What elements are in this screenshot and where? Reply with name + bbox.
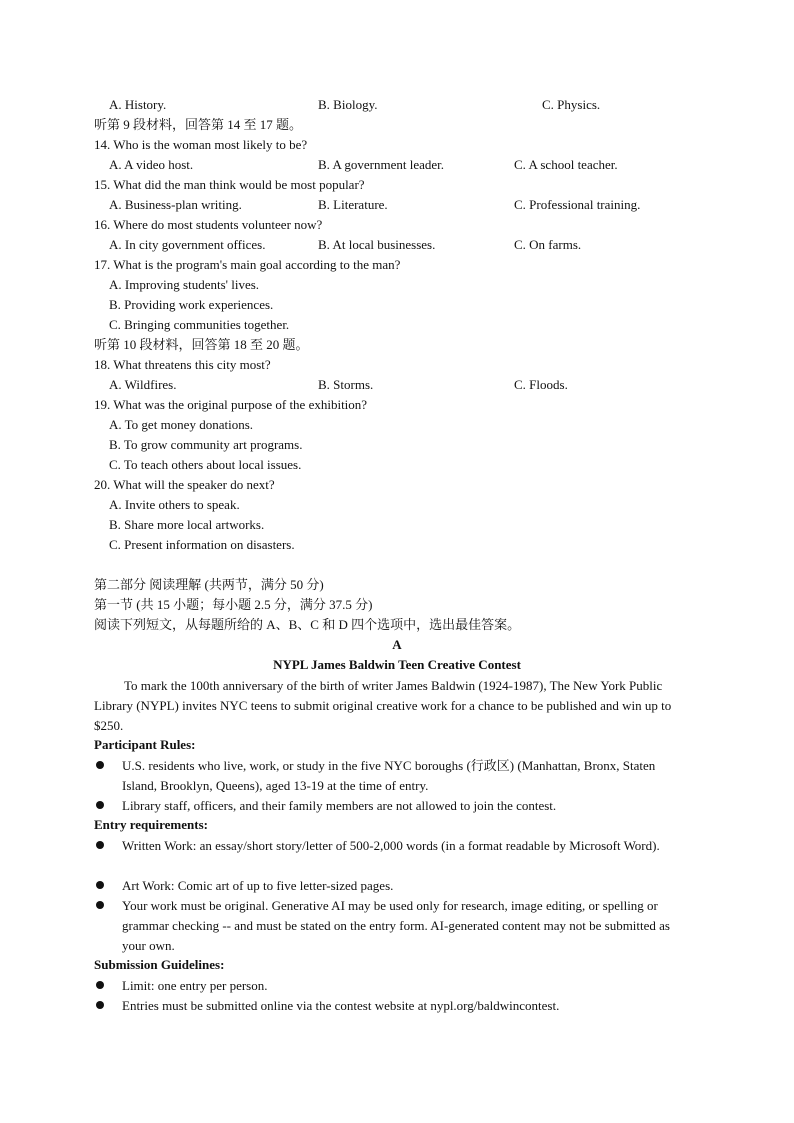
section-9-instruction: 听第 9 段材料，回答第 14 至 17 题。 bbox=[94, 117, 303, 132]
q15-option-c: C. Professional training. bbox=[514, 197, 641, 212]
part-2-heading: 第二部分 阅读理解 (共两节，满分 50 分) bbox=[94, 577, 324, 592]
q16-option-b: B. At local businesses. bbox=[318, 237, 436, 252]
q19-option-b: B. To grow community art programs. bbox=[109, 437, 303, 452]
bullet-icon bbox=[96, 881, 104, 889]
submission-guideline-item: Entries must be submitted online via the contest website at nypl.org/baldwincontest. bbox=[122, 998, 560, 1013]
q13-option-b: B. Biology. bbox=[318, 97, 378, 112]
entry-requirements-heading: Entry requirements: bbox=[94, 817, 208, 832]
q16-option-a: A. In city government offices. bbox=[109, 237, 266, 252]
q20-option-b: B. Share more local artworks. bbox=[109, 517, 265, 532]
q17-stem: 17. What is the program's main goal according to the man? bbox=[94, 257, 401, 272]
participant-rule-item: Library staff, officers, and their family members are not allowed to join the contest. bbox=[122, 798, 557, 813]
q20-stem: 20. What will the speaker do next? bbox=[94, 477, 275, 492]
q13-option-a: A. History. bbox=[109, 97, 167, 112]
intro-paragraph: To mark the 100th anniversary of the birth of writer James Baldwin (1924-1987), The New York Public Library (NYPL) invites NYC teens to submit original creative work for a chance to be published and win up to $250. bbox=[94, 678, 672, 733]
bullet-icon bbox=[96, 761, 104, 769]
participant-rule-item: U.S. residents who live, work, or study in the five NYC boroughs (行政区) (Manhattan, Bronx, Staten Island, Brooklyn, Queens), aged 13-19 at the time of entry. bbox=[122, 758, 656, 793]
q15-stem: 15. What did the man think would be most popular? bbox=[94, 177, 365, 192]
submission-guidelines-heading: Submission Guidelines: bbox=[94, 957, 225, 972]
q20-option-c: C. Present information on disasters. bbox=[109, 537, 295, 552]
q18-option-c: C. Floods. bbox=[514, 377, 568, 392]
q17-option-c: C. Bringing communities together. bbox=[109, 317, 290, 332]
q15-option-a: A. Business-plan writing. bbox=[109, 197, 242, 212]
bullet-icon bbox=[96, 1001, 104, 1009]
q18-option-b: B. Storms. bbox=[318, 377, 374, 392]
bullet-icon bbox=[96, 901, 104, 909]
q15-option-b: B. Literature. bbox=[318, 197, 388, 212]
passage-letter: A bbox=[392, 637, 402, 652]
entry-requirement-item: Written Work: an essay/short story/letter of 500-2,000 words (in a format readable by Microsoft Word). bbox=[122, 838, 660, 853]
q18-stem: 18. What threatens this city most? bbox=[94, 357, 271, 372]
q14-option-a: A. A video host. bbox=[109, 157, 194, 172]
entry-requirement-item: Art Work: Comic art of up to five letter-sized pages. bbox=[122, 878, 394, 893]
q19-option-c: C. To teach others about local issues. bbox=[109, 457, 302, 472]
q20-option-a: A. Invite others to speak. bbox=[109, 497, 240, 512]
entry-requirement-item: Your work must be original. Generative AI may be used only for research, image editing, or spelling or grammar checking -- and must be stated on the entry form. AI-generated content may not be submitted as your own. bbox=[122, 898, 670, 953]
q19-option-a: A. To get money donations. bbox=[109, 417, 254, 432]
q17-option-b: B. Providing work experiences. bbox=[109, 297, 274, 312]
participant-rules-heading: Participant Rules: bbox=[94, 737, 196, 752]
section-1-heading: 第一节 (共 15 小题；每小题 2.5 分，满分 37.5 分) bbox=[94, 597, 373, 612]
section-10-instruction: 听第 10 段材料，回答第 18 至 20 题。 bbox=[94, 337, 309, 352]
q14-option-c: C. A school teacher. bbox=[514, 157, 618, 172]
q16-option-c: C. On farms. bbox=[514, 237, 582, 252]
q18-option-a: A. Wildfires. bbox=[109, 377, 177, 392]
passage-title: NYPL James Baldwin Teen Creative Contest bbox=[273, 657, 521, 672]
bullet-icon bbox=[96, 801, 104, 809]
q16-stem: 16. Where do most students volunteer now? bbox=[94, 217, 323, 232]
bullet-icon bbox=[96, 981, 104, 989]
q13-option-c: C. Physics. bbox=[542, 97, 601, 112]
q19-stem: 19. What was the original purpose of the exhibition? bbox=[94, 397, 368, 412]
q17-option-a: A. Improving students' lives. bbox=[109, 277, 260, 292]
q14-stem: 14. Who is the woman most likely to be? bbox=[94, 137, 308, 152]
bullet-icon bbox=[96, 841, 104, 849]
q14-option-b: B. A government leader. bbox=[318, 157, 445, 172]
submission-guideline-item: Limit: one entry per person. bbox=[122, 978, 268, 993]
reading-instruction: 阅读下列短文，从每题所给的 A、B、C 和 D 四个选项中，选出最佳答案。 bbox=[94, 617, 521, 632]
